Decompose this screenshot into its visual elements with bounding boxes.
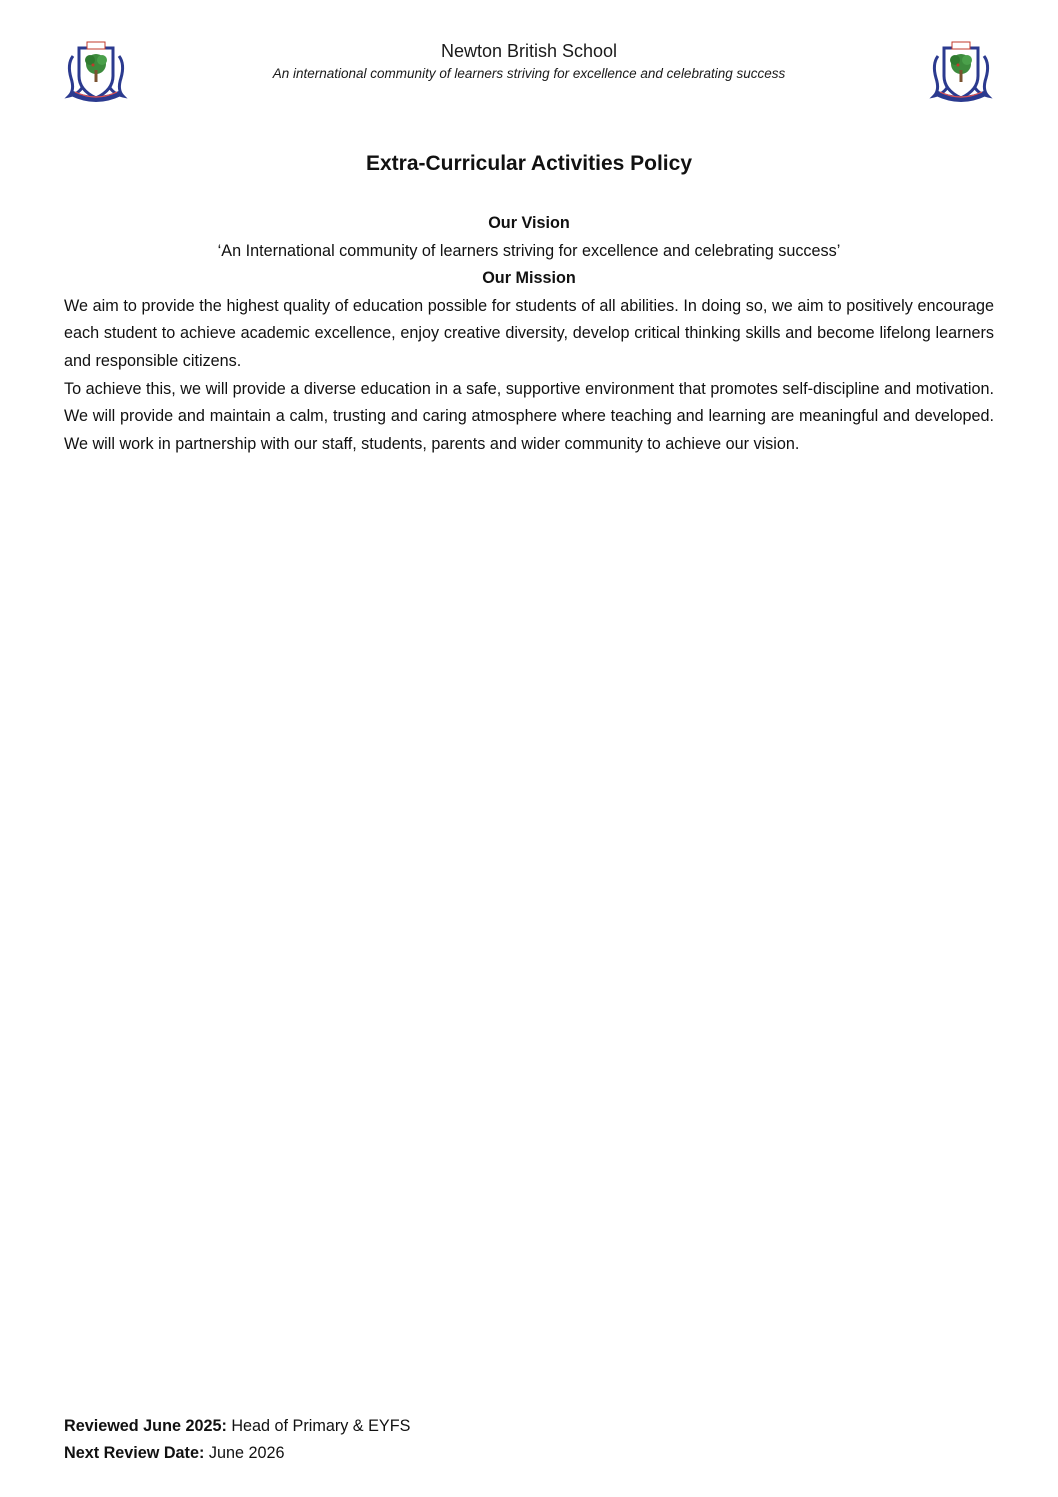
mission-paragraph: We aim to provide the highest quality of education possible for students of all abilities. In doing so, we aim to positively encourage each student to achieve academic excellence, enjoy creative diversity, develop critical thinking skills and become lifelong learners and responsible citizens. xyxy=(64,296,994,370)
document-header xyxy=(150,38,908,84)
reviewed-label: Reviewed June 2025: xyxy=(64,1417,227,1435)
review-footer xyxy=(64,1413,410,1467)
reviewed-value: Head of Primary & EYFS xyxy=(226,1417,411,1435)
school-tagline: An international community of learners striving for excellence and celebrating success xyxy=(272,66,786,81)
next-review-label: Next Review Date: xyxy=(64,1444,205,1462)
school-crest-icon xyxy=(928,38,994,106)
mission-paragraph: To achieve this, we will provide a diverse education in a safe, supportive environment that promotes self-discipline and motivation. We will provide and maintain a calm, trusting and caring atmosphere where teaching and learning are meaningful and developed. We will work in partnership with our staff, students, parents and wider community to achieve our vision. xyxy=(64,379,994,453)
reviewed-line xyxy=(64,1413,410,1440)
vision-text: ‘An International community of learners striving for excellence and celebrating success’ xyxy=(217,241,841,260)
document-body xyxy=(64,210,994,458)
document-title: Extra-Curricular Activities Policy xyxy=(365,152,692,175)
vision-heading: Our Vision xyxy=(488,214,570,232)
school-crest-icon xyxy=(63,38,129,106)
mission-heading: Our Mission xyxy=(482,269,576,288)
next-review-value: June 2026 xyxy=(204,1444,285,1462)
school-name: Newton British School xyxy=(440,41,618,61)
next-review-line xyxy=(64,1440,410,1467)
